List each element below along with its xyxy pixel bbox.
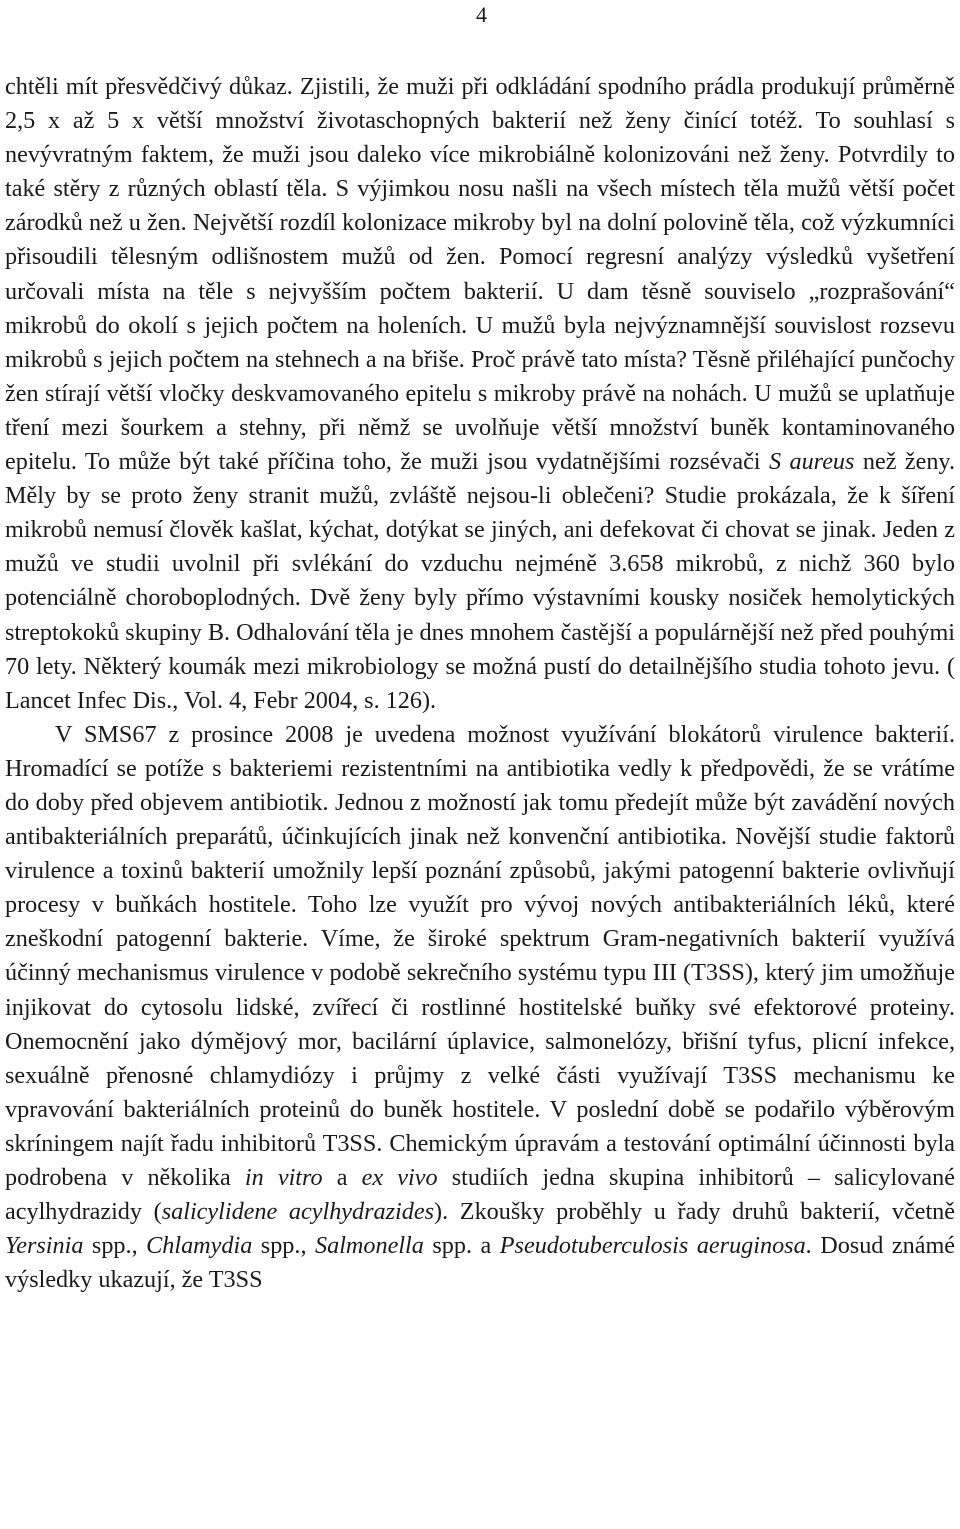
document-body <box>5 70 955 1297</box>
text-run: V SMS67 z prosince 2008 je uvedena možnost využívání blokátorů virulence bakterií. Hromadící se potíže s bakteriemi rezistentními na antibiotika vedly k předpovědi, že se vrátíme do doby před objevem antibiotik. Jednou z možností jak tomu předejít může být zavádění nových antibakteriálních preparátů, účinkujících jinak než konvenční antibiotika. Novější studie faktorů virulence a toxinů bakterií umožnily lepší poznání způsobů, jakými patogenní bakterie ovlivňují procesy v buňkách hostitele. Toho lze využít pro vývoj nových antibakteriálních léků, které zneškodní patogenní bakterie. Víme, že široké spektrum Gram-negativních bakterií využívá účinný mechanismus virulence v podobě sekrečního systému typu III (T3SS), který jim umožňuje injikovat do cytosolu lidské, zvířecí či rostlinné hostitelské buňky své efektorové proteiny. Onemocnění jako dýmějový mor, bacilární úplavice, salmonelózy, břišní tyfus, plicní infekce, sexuálně přenosné chlamydiózy i průjmy z velké části využívají T3SS mechanismu ke vpravování bakteriálních proteinů do buněk hostitele. V poslední době se podařilo výběrovým skríningem najít řadu inhibitorů T3SS. Chemickým úpravám a testování optimální účinnosti byla podrobena v několika <box>5 720 955 1191</box>
text-run: a <box>322 1164 362 1191</box>
text-run: spp. a <box>423 1232 500 1260</box>
page-number: 4 <box>476 2 487 27</box>
italic-text: salicylidene acylhydrazides <box>161 1198 435 1226</box>
text-run: ). Zkoušky proběhly u řady druhů bakterií, včetně <box>434 1198 955 1226</box>
italic-text: Pseudotuberculosis aeruginosa <box>499 1232 806 1260</box>
text-run: studiích jedna skupina inhibitorů – salicylované acylhydrazidy ( <box>5 1164 955 1226</box>
paragraph <box>5 70 955 718</box>
italic-text: Chlamydia <box>146 1232 253 1260</box>
text-run: spp., <box>83 1232 147 1260</box>
text-run: než ženy. Měly by se proto ženy stranit mužů, zvláště nejsou-li oblečeni? Studie prokázala, že k šíření mikrobů nemusí člověk kašlat, kýchat, dotýkat se jiných, ani defekovat či chovat se jinak. Jeden z mužů ve studii uvolnil při svlékání do vzduchu nejméně 3.658 mikrobů, z nichž 360 bylo potenciálně choroboplodných. Dvě ženy byly přímo výstavními kousky nosiček hemolytických streptokoků skupiny B. Odhalování těla je dnes mnohem častější a populárnější než před pouhými 70 lety. Některý koumák mezi mikrobiology se možná pustí do detailnějšího studia tohoto jevu. ( Lancet Infec Dis., Vol. 4, Febr 2004, s. 126). <box>5 448 955 714</box>
italic-text: S aureus <box>768 448 855 476</box>
italic-text: Salmonella <box>315 1232 424 1260</box>
paragraph <box>5 718 955 1298</box>
italic-text: in vitro <box>244 1164 323 1191</box>
text-run: spp., <box>252 1232 316 1260</box>
text-run: chtěli mít přesvědčivý důkaz. Zjistili, že muži při odkládání spodního prádla produkují průměrně 2,5 x až 5 x větší množství životaschopných bakterií než ženy činící totéž. To souhlasí s nevývratným faktem, že muži jsou daleko více mikrobiálně kolonizováni než ženy. Potvrdily to také stěry z různých oblastí těla. S výjimkou nosu našli na všech místech těla mužů větší počet zárodků než u žen. Největší rozdíl kolonizace mikroby byl na dolní polovině těla, což výzkumníci přisoudili tělesným odlišnostem mužů od žen. Pomocí regresní analýzy výsledků vyšetření určovali místa na těle s nejvyšším počtem bakterií. U dam těsně souviselo „rozprašování“ mikrobů do okolí s jejich počtem na holeních. U mužů byla nejvýznamnější souvislost rozsevu mikrobů s jejich počtem na stehnech a na břiše. Proč právě tato místa? Těsně přiléhající punčochy žen stírají větší vločky deskvamovaného epitelu s mikroby právě na nohách. U mužů se uplatňuje tření mezi šourkem a stehny, při němž se uvolňuje větší množství buněk kontaminovaného epitelu. To může být také příčina toho, že muži jsou vydatnějšími rozsévači <box>5 73 955 476</box>
text-run: . Dosud známé výsledky ukazují, že T3SS <box>5 1232 956 1294</box>
italic-text: Yersinia <box>5 1232 84 1260</box>
italic-text: ex vivo <box>361 1164 438 1191</box>
